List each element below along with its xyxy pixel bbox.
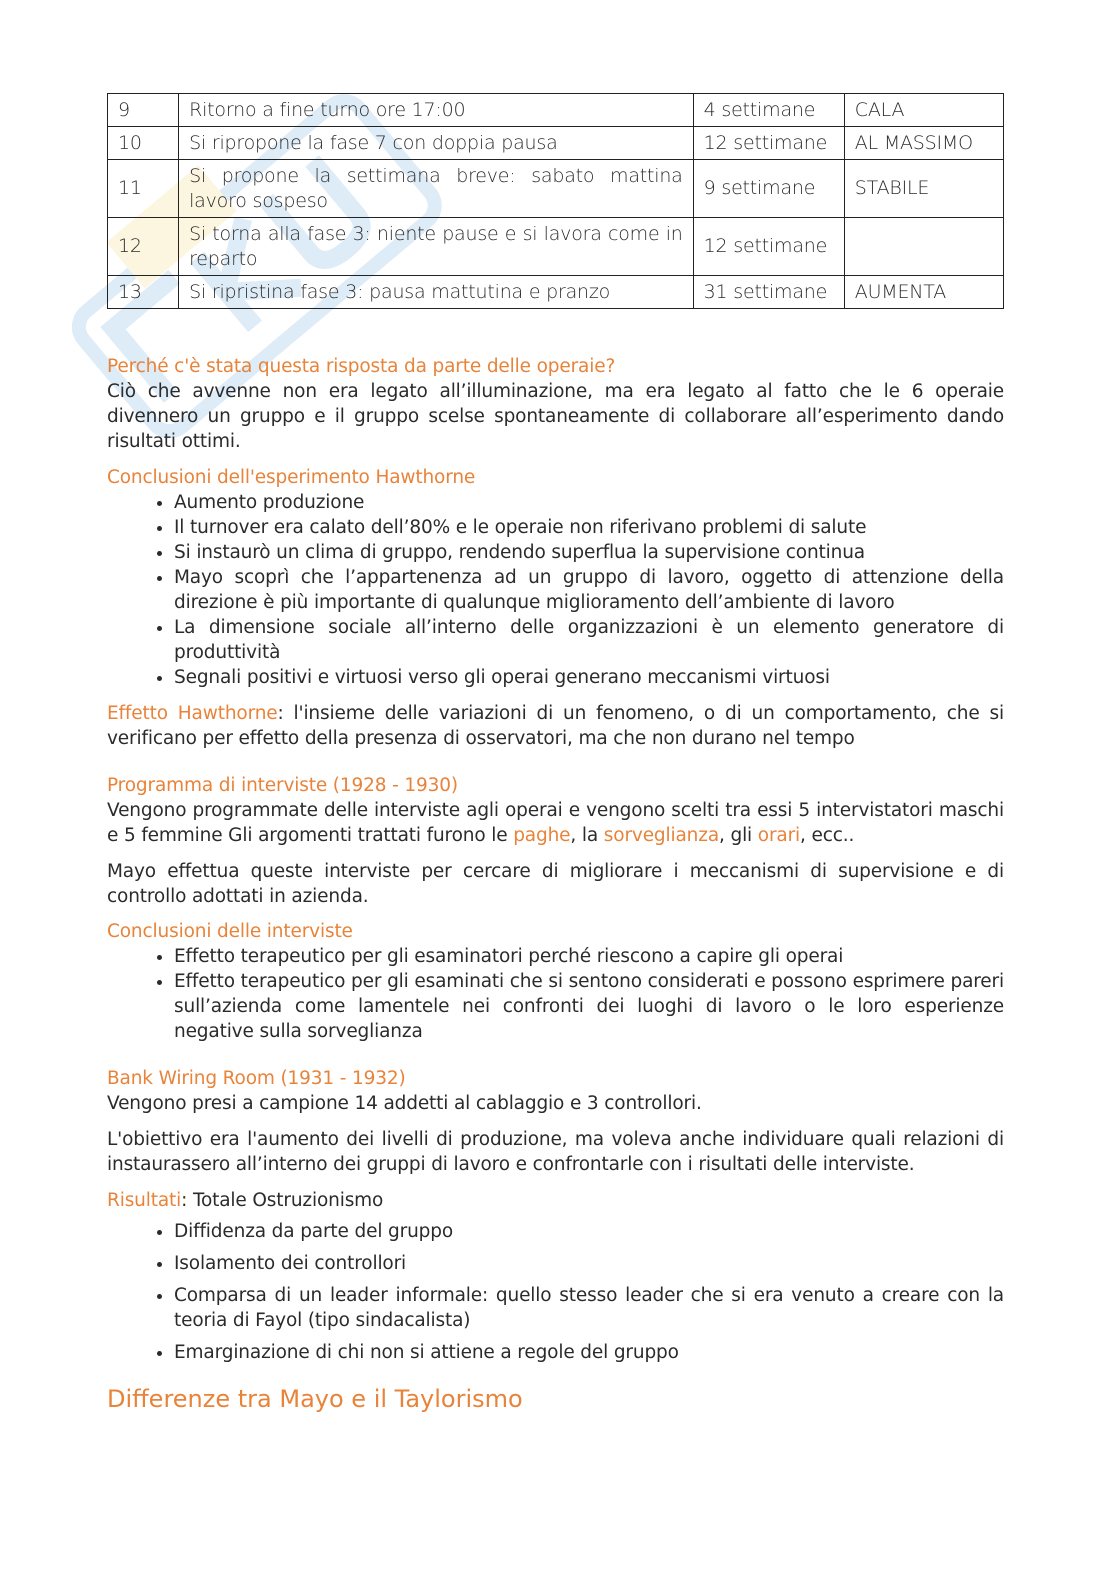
list-item: • Diffidenza da parte del gruppo: [174, 1219, 1004, 1244]
results-text: : Totale Ostruzionismo: [181, 1190, 384, 1211]
bank-wiring-paragraph-1: Vengono presi a campione 14 addetti al cablaggio e 3 controllori.: [107, 1093, 702, 1114]
cell-phase-description: Si propone la settimana breve: sabato mattina lavoro sospeso: [179, 160, 694, 218]
hawthorne-effect-definition: [107, 701, 1004, 751]
interviews-text: , la: [570, 825, 604, 846]
cell-phase-duration: 12 settimane: [693, 218, 844, 276]
table-row: [108, 127, 1004, 160]
list-item: • Aumento produzione: [174, 490, 1004, 515]
interview-conclusions-list: [107, 944, 1004, 1044]
list-item: • Il turnover era calato dell’80% e le operaie non riferivano problemi di salute: [174, 515, 1004, 540]
list-item: • Segnali positivi e virtuosi verso gli operai generano meccanismi virtuosi: [174, 665, 1004, 690]
hawthorne-effect-text: : l'insieme delle variazioni di un fenomeno, o di un comportamento, che si verificano per effetto della presenza di osservatori, ma che non durano nel tempo: [107, 703, 1004, 749]
cell-phase-result: AL MASSIMO: [844, 127, 1003, 160]
why-text: Ciò che avvenne non era legato all’illuminazione, ma era legato al fatto che le 6 operaie divennero un gruppo e il gruppo scelse spontaneamente di collaborare all’esperimento dando risultati ottimi.: [107, 381, 1004, 452]
cell-phase-duration: 12 settimane: [693, 127, 844, 160]
cell-phase-description: Ritorno a fine turno ore 17:00: [179, 94, 694, 127]
list-item: • Mayo scoprì che l’appartenenza ad un gruppo di lavoro, oggetto di attenzione della direzione è più importante di qualunque miglioramento dell’ambiente di lavoro: [174, 565, 1004, 615]
interviews-text: , ecc..: [800, 825, 855, 846]
bank-wiring-results-list: [107, 1219, 1004, 1365]
results-label: Risultati: [107, 1190, 182, 1211]
table-row: [108, 160, 1004, 218]
cell-phase-number: 12: [108, 218, 179, 276]
hawthorne-conclusions-heading: Conclusioni dell'esperimento Hawthorne: [107, 467, 476, 488]
phases-table: [107, 93, 1004, 309]
interviews-section: [107, 773, 1004, 909]
cell-phase-result: [844, 218, 1003, 276]
cell-phase-result: STABILE: [844, 160, 1003, 218]
why-section: [107, 354, 1004, 454]
bank-wiring-heading: Bank Wiring Room (1931 - 1932): [107, 1068, 406, 1089]
cell-phase-number: 9: [108, 94, 179, 127]
cell-phase-duration: 9 settimane: [693, 160, 844, 218]
list-item: • Si instaurò un clima di gruppo, rendendo superflua la supervisione continua: [174, 540, 1004, 565]
cell-phase-number: 11: [108, 160, 179, 218]
table-row: [108, 276, 1004, 309]
cell-phase-description: Si ripropone la fase 7 con doppia pausa: [179, 127, 694, 160]
interviews-paragraph-2: Mayo effettua queste interviste per cercare di migliorare i meccanismi di supervisione e di controllo adottati in azienda.: [107, 861, 1004, 907]
cell-phase-duration: 4 settimane: [693, 94, 844, 127]
hawthorne-conclusions-list: [107, 490, 1004, 690]
hawthorne-conclusions-section: [107, 465, 1004, 690]
why-heading: Perché c'è stata questa risposta da parte delle operaie?: [107, 356, 616, 377]
list-item: • La dimensione sociale all’interno delle organizzazioni è un elemento generatore di produttività: [174, 615, 1004, 665]
hawthorne-effect-term: Effetto Hawthorne: [107, 703, 278, 724]
bank-wiring-paragraph-2: L'obiettivo era l'aumento dei livelli di produzione, ma voleva anche individuare quali relazioni di instaurassero all’interno dei gruppi di lavoro e confrontarle con i risultati delle interviste.: [107, 1129, 1004, 1175]
list-item: • Effetto terapeutico per gli esaminatori perché riescono a capire gli operai: [174, 944, 1004, 969]
cell-phase-result: AUMENTA: [844, 276, 1003, 309]
interview-conclusions-heading: Conclusioni delle interviste: [107, 921, 353, 942]
interviews-heading: Programma di interviste (1928 - 1930): [107, 775, 458, 796]
keyword-orari: orari: [757, 825, 801, 846]
cell-phase-description: Si ripristina fase 3: pausa mattutina e pranzo: [179, 276, 694, 309]
interview-conclusions-section: [107, 919, 1004, 1044]
cell-phase-number: 13: [108, 276, 179, 309]
list-item: • Emarginazione di chi non si attiene a regole del gruppo: [174, 1340, 1004, 1365]
cell-phase-description: Si torna alla fase 3: niente pause e si lavora come in reparto: [179, 218, 694, 276]
interviews-text: , gli: [719, 825, 758, 846]
cell-phase-number: 10: [108, 127, 179, 160]
table-row: [108, 218, 1004, 276]
cell-phase-duration: 31 settimane: [693, 276, 844, 309]
list-item: • Comparsa di un leader informale: quello stesso leader che si era venuto a creare con la teoria di Fayol (tipo sindacalista): [174, 1283, 1004, 1333]
document-page: [107, 93, 1004, 1413]
table-row: [108, 94, 1004, 127]
list-item: • Isolamento dei controllori: [174, 1251, 1004, 1276]
bank-wiring-results: [107, 1188, 1004, 1213]
interviews-paragraph-1: [107, 798, 1004, 848]
interviews-text: Vengono programmate delle interviste agli operai e vengono scelti tra essi 5 intervistatori maschi e 5 femmine Gli argomenti trattati furono le: [107, 800, 1004, 846]
bank-wiring-section: [107, 1066, 1004, 1365]
final-section-heading: Differenze tra Mayo e il Taylorismo: [107, 1385, 523, 1413]
keyword-paghe: paghe: [513, 825, 571, 846]
cell-phase-result: CALA: [844, 94, 1003, 127]
keyword-sorveglianza: sorveglianza: [603, 825, 720, 846]
list-item: • Effetto terapeutico per gli esaminati che si sentono considerati e possono esprimere pareri sull’azienda come lamentele nei confronti dei luoghi di lavoro o le loro esperienze negative sulla sorveglianza: [174, 969, 1004, 1044]
